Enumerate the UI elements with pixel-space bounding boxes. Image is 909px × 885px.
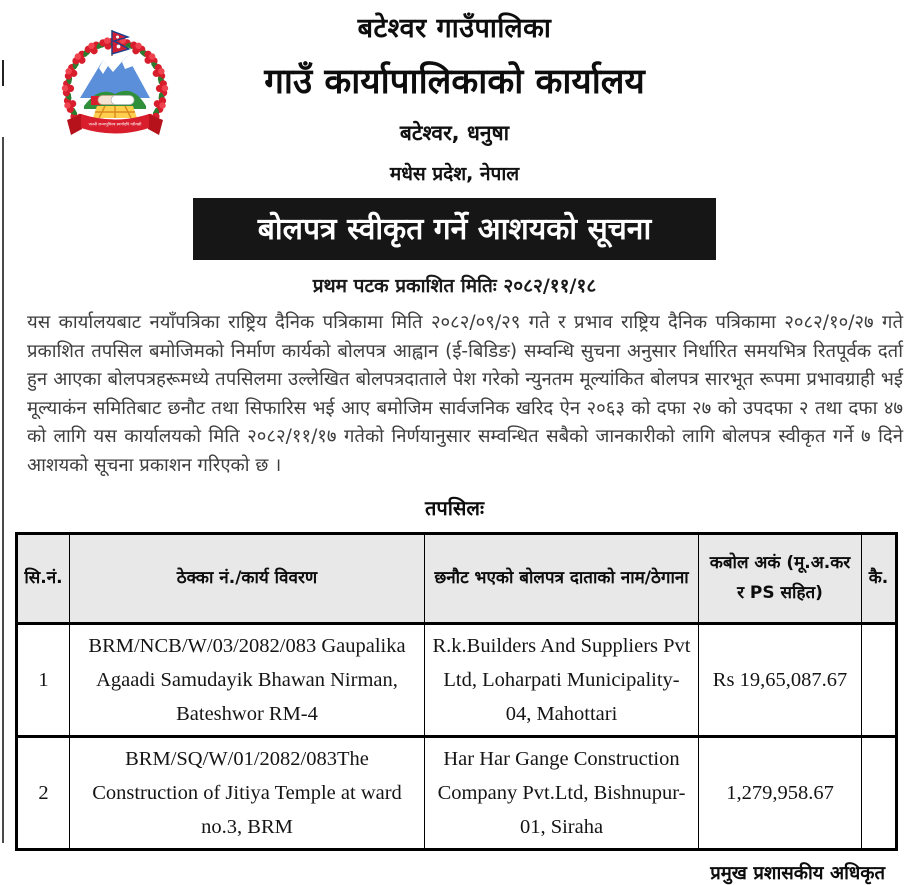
municipality-name: बटेश्वर गाउँपालिका — [357, 13, 552, 44]
column-header-serial-no: सि.नं. — [17, 533, 70, 623]
tender-details-table — [15, 532, 898, 851]
column-header-amount: कबोल अकं (मू.अ.कर र PS सहित) — [699, 533, 862, 623]
column-header-bidder: छनौट भएको बोलपत्र दाताको नाम/ठेगाना — [425, 533, 699, 623]
notice-banner-wrap — [0, 198, 909, 260]
table-caption: तपसिलः — [424, 495, 485, 520]
serial-no-cell: 1 — [17, 623, 70, 736]
address-line: बटेश्वर, धनुषा — [399, 121, 510, 145]
notice-body-paragraph: यस कार्यालयबाट नयाँपत्रिका राष्ट्रिय दैनिक पत्रिकामा मिति २०८२/०९/२९ गते र प्रभाव राष्ट्रिय दैनिक पत्रिकामा २०८२/१०/२७ गते प्रकाशित तपसिल बमोजिमको निर्माण कार्यको बोलपत्र आह्वान (ई-बिडिङ) सम्वन्धि सुचना अनुसार निर्धारित समयभित्र रितपूर्वक दर्ता हुन आएका बोलपत्रहरूमध्ये तपसिलमा उल्लेखित बोलपत्रदाताले पेश गरेको न्युनतम मूल्यांकित बोलपत्र सारभूत रूपमा प्रभावग्राही भई मूल्याकंन समितिबाट छनौट तथा सिफारिस भई आए बमोजिम सार्वजनिक खरिद ऐन २०६३ को दफा २७ को उपदफा २ तथा दफा ४७ को लागि यस कार्यालयको मिति २०८२/११/१७ गतेको निर्णयानुसार सम्वन्धित सबैको जानकारीको लागि बोलपत्र स्वीकृत गर्ने ७ दिने आशयको सूचना प्रकाशन गरिएको छ । — [27, 312, 903, 476]
column-header-remarks: कै. — [862, 533, 897, 623]
page-scan-edge-line — [2, 60, 4, 86]
bidder-cell: Har Har Gange Construction Company Pvt.Ltd, Bishnupur-01, Siraha — [425, 736, 699, 849]
signature-title: प्रमुख प्रशासकीय अधिकृत — [710, 862, 885, 884]
amount-cell: 1,279,958.67 — [699, 736, 862, 849]
published-date-line: प्रथम पटक प्रकाशित मितिः २०८२/११/१८ — [312, 275, 597, 297]
notice-title-banner: बोलपत्र स्वीकृत गर्ने आशयको सूचना — [193, 198, 716, 260]
table-row — [17, 623, 897, 736]
province-line: मधेस प्रदेश, नेपाल — [389, 163, 520, 185]
remarks-cell — [862, 736, 897, 849]
nepal-emblem-icon — [54, 28, 176, 152]
page-scan-edge-line — [2, 137, 4, 843]
table-row — [17, 736, 897, 849]
bidder-cell: R.k.Builders And Suppliers Pvt Ltd, Loharpati Municipality-04, Mahottari — [425, 623, 699, 736]
contract-cell: BRM/NCB/W/03/2082/083 Gaupalika Agaadi Samudayik Bhawan Nirman, Bateshwor RM-4 — [70, 623, 425, 736]
serial-no-cell: 2 — [17, 736, 70, 849]
amount-cell: Rs 19,65,087.67 — [699, 623, 862, 736]
office-name: गाउँ कार्यापालिकाको कार्यालय — [264, 62, 645, 102]
remarks-cell — [862, 623, 897, 736]
table-header-row — [17, 533, 897, 623]
column-header-contract: ठेक्का नं./कार्य विवरण — [70, 533, 425, 623]
contract-cell: BRM/SQ/W/01/2082/083The Construction of Jitiya Temple at ward no.3, BRM — [70, 736, 425, 849]
emblem-motto: जननी जन्मभूमिश्च स्वर्गादपि गरीयसी — [88, 121, 142, 127]
